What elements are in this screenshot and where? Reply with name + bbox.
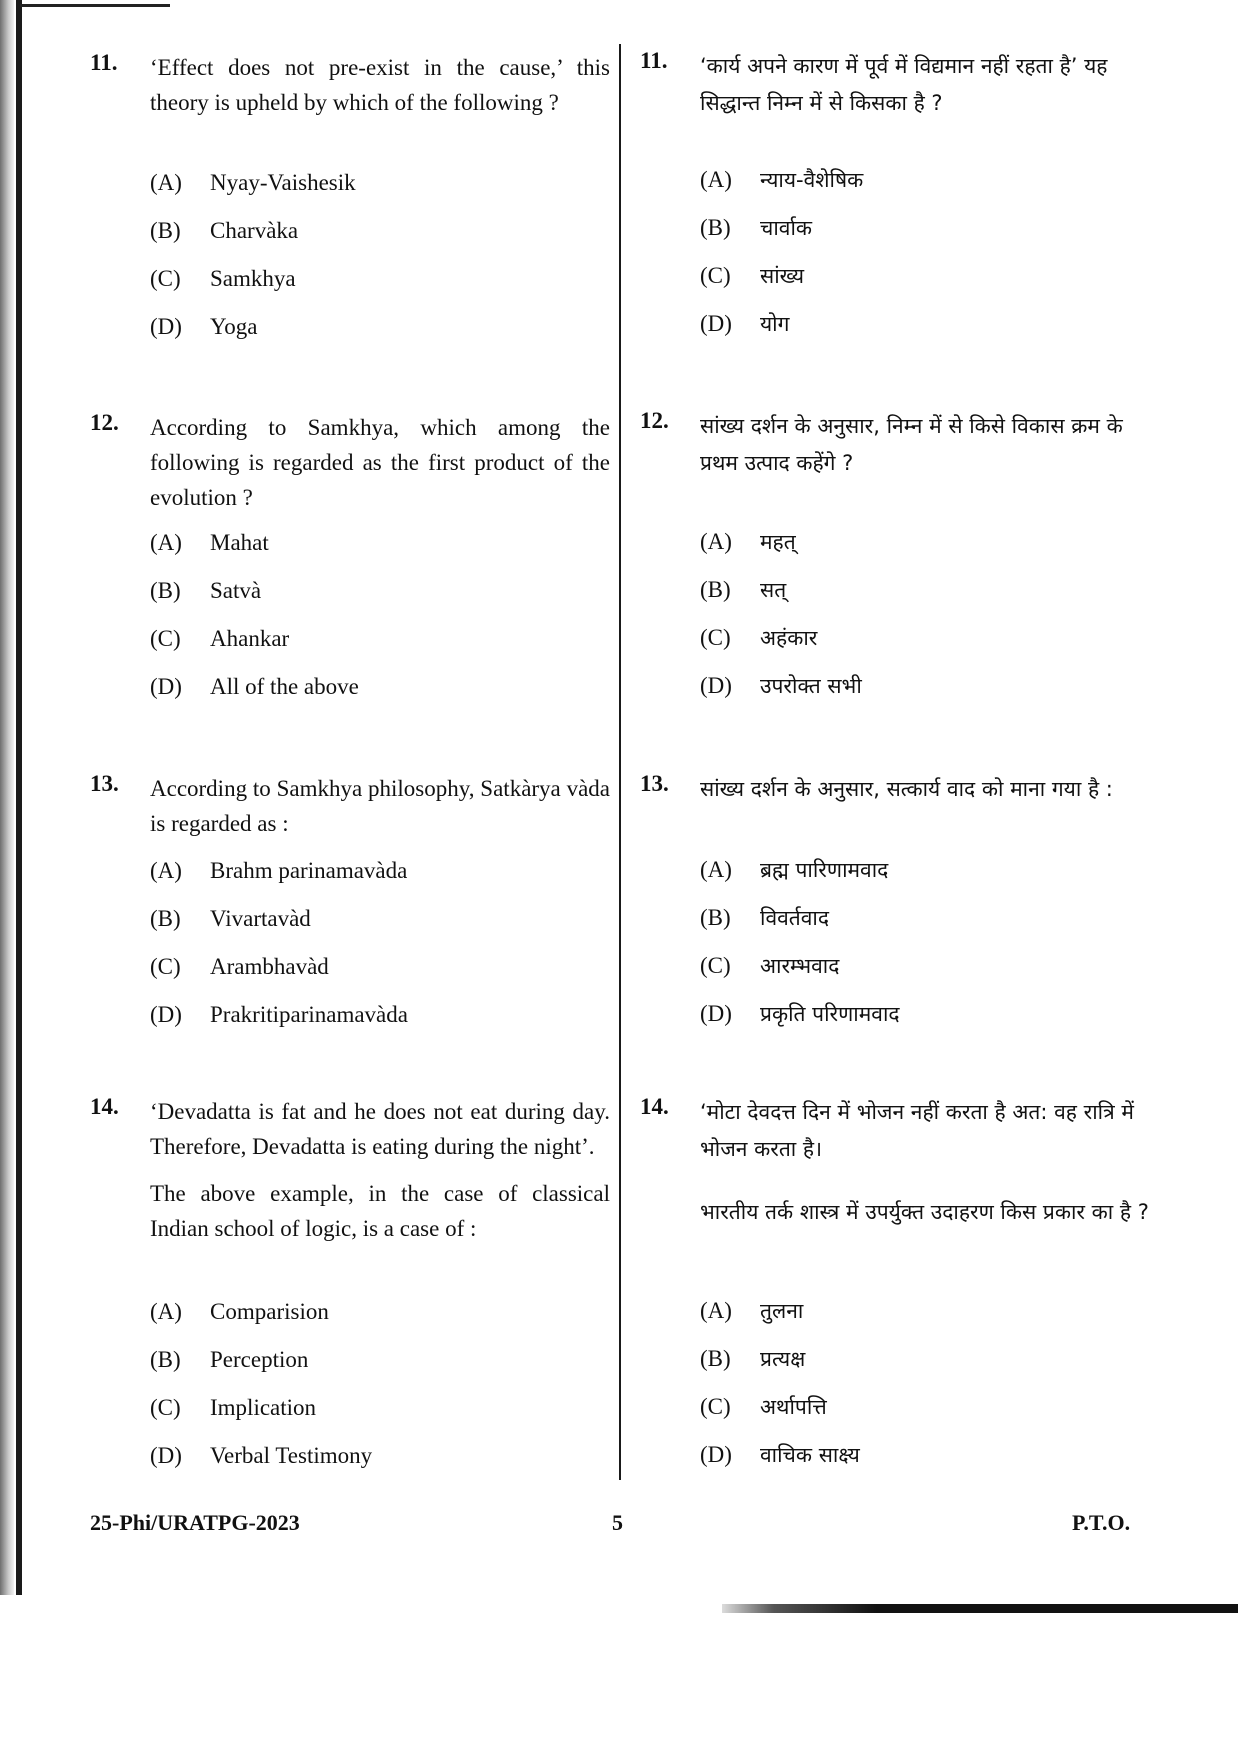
question-14-en (90, 1094, 610, 1246)
option-d: (D) प्रकृति परिणामवाद (700, 1001, 900, 1026)
question-text: According to Samkhya philosophy, Satkàrya vàda is regarded as : (150, 776, 610, 836)
question-text: ‘Effect does not pre-exist in the cause,’ this theory is upheld by which of the following ? (150, 55, 610, 115)
question-number: 11. (640, 48, 668, 73)
option-d: (D) All of the above (150, 674, 359, 699)
option-a: (A) न्याय-वैशेषिक (700, 167, 864, 192)
option-d: (D) Yoga (150, 314, 258, 339)
option-c: (C) आरम्भवाद (700, 953, 840, 978)
scan-edge-shadow (0, 0, 14, 1595)
option-c: (C) Arambhavàd (150, 954, 329, 979)
options-12-en (150, 528, 610, 720)
question-11-en (90, 50, 610, 120)
option-b: (B) Charvàka (150, 218, 299, 243)
option-b: (B) Vivartavàd (150, 906, 311, 931)
question-13-en (90, 771, 610, 841)
top-rule (20, 4, 170, 7)
option-a: (A) Mahat (150, 530, 269, 555)
options-14-en (150, 1297, 610, 1489)
options-11-hi (700, 165, 1162, 357)
options-12-hi (700, 527, 1162, 719)
pto-label: P.T.O. (1072, 1510, 1131, 1535)
option-d: (D) योग (700, 311, 790, 336)
option-d: (D) उपरोक्त सभी (700, 673, 862, 698)
question-number: 13. (90, 771, 119, 796)
question-number: 14. (90, 1094, 119, 1119)
option-a: (A) महत् (700, 529, 796, 554)
question-text: ‘Devadatta is fat and he does not eat during day. Therefore, Devadatta is eating during the night’. (150, 1099, 610, 1159)
question-text: सांख्य दर्शन के अनुसार, निम्न में से किसे विकास क्रम के प्रथम उत्पाद कहेंगे ? (700, 414, 1123, 475)
column-divider (619, 44, 621, 1480)
question-subtext: भारतीय तर्क शास्त्र में उपर्युक्त उदाहरण किस प्रकार का है ? (700, 1200, 1149, 1224)
question-13-hi (640, 771, 1162, 808)
question-number: 14. (640, 1094, 669, 1119)
option-b: (B) विवर्तवाद (700, 905, 830, 930)
option-d: (D) वाचिक साक्ष्य (700, 1442, 860, 1467)
option-d: (D) Verbal Testimony (150, 1443, 373, 1468)
option-c: (C) अहंकार (700, 625, 818, 650)
option-b: (B) चार्वाक (700, 215, 813, 240)
option-a: (A) Nyay-Vaishesik (150, 170, 356, 195)
option-c: (C) सांख्य (700, 263, 805, 288)
question-number: 12. (640, 408, 669, 433)
page-number: 5 (612, 1510, 623, 1535)
left-margin-rule (16, 0, 22, 1595)
question-number: 13. (640, 771, 669, 796)
option-c: (C) Samkhya (150, 266, 296, 291)
option-a: (A) Brahm parinamavàda (150, 858, 408, 883)
option-b: (B) Satvà (150, 578, 262, 603)
options-13-hi (700, 855, 1162, 1047)
question-number: 11. (90, 50, 118, 75)
options-14-hi (700, 1296, 1162, 1488)
question-text: ‘कार्य अपने कारण में पूर्व में विद्यमान नहीं रहता है’ यह सिद्धान्त निम्न में से किसका है ? (700, 54, 1108, 115)
option-b: (B) Perception (150, 1347, 309, 1372)
question-text: ‘मोटा देवदत्त दिन में भोजन नहीं करता है अत: वह रात्रि में भोजन करता है। (700, 1100, 1134, 1161)
option-c: (C) अर्थापत्ति (700, 1394, 827, 1419)
option-b: (B) प्रत्यक्ष (700, 1346, 806, 1371)
paper-code: 25-Phi/URATPG-2023 (90, 1510, 300, 1535)
option-a: (A) ब्रह्म पारिणामवाद (700, 857, 889, 882)
option-a: (A) Comparision (150, 1299, 329, 1324)
question-11-hi (640, 48, 1162, 122)
question-text: सांख्य दर्शन के अनुसार, सत्कार्य वाद को माना गया है : (700, 777, 1113, 801)
question-14-hi (640, 1094, 1162, 1231)
question-number: 12. (90, 410, 119, 435)
question-text: According to Samkhya, which among the following is regarded as the first product of the evolution ? (150, 415, 610, 510)
question-12-hi (640, 408, 1162, 482)
question-subtext: The above example, in the case of classical Indian school of logic, is a case of : (150, 1181, 610, 1241)
bottom-rule (722, 1604, 1238, 1613)
options-11-en (150, 168, 610, 360)
option-b: (B) सत् (700, 577, 787, 602)
options-13-en (150, 856, 610, 1048)
option-d: (D) Prakritiparinamavàda (150, 1002, 408, 1027)
option-a: (A) तुलना (700, 1298, 804, 1323)
option-c: (C) Implication (150, 1395, 317, 1420)
option-c: (C) Ahankar (150, 626, 290, 651)
question-12-en (90, 410, 610, 515)
